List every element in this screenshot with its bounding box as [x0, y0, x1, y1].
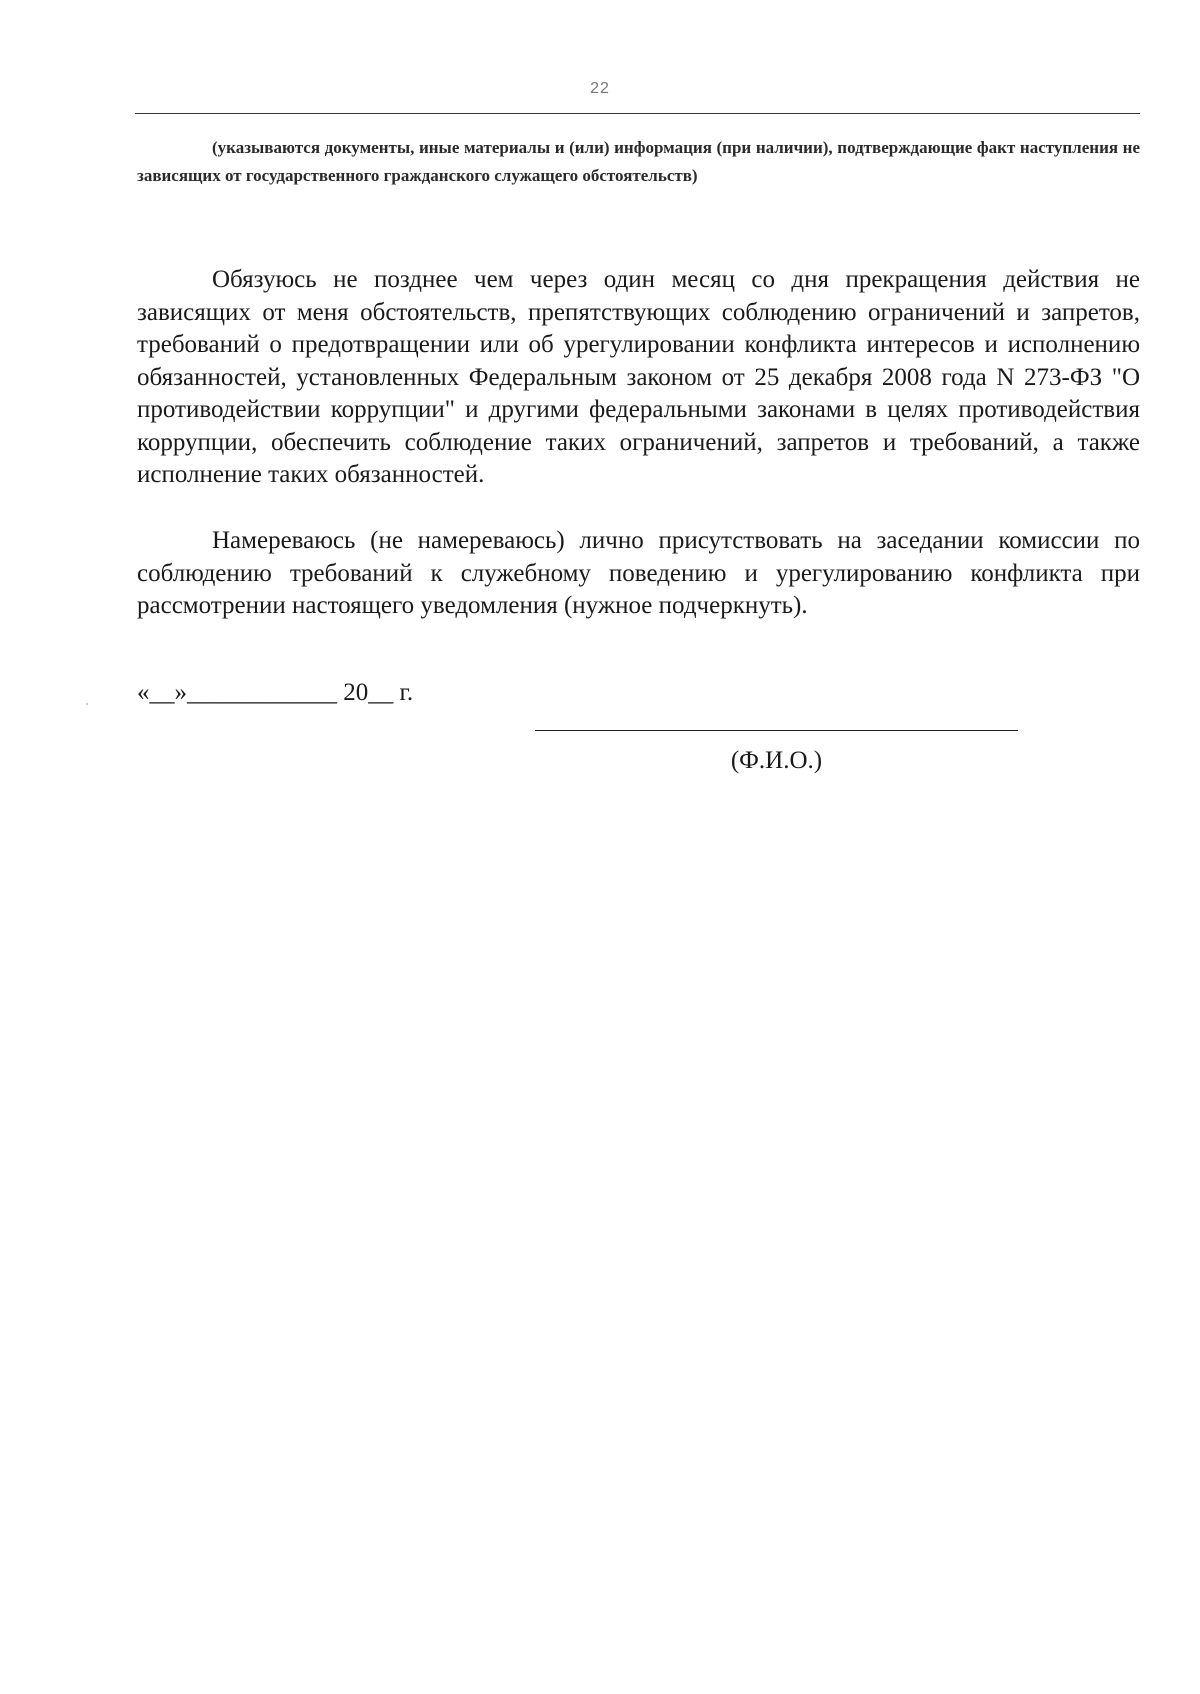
scan-speck — [86, 703, 88, 705]
caption-underline — [135, 113, 1140, 114]
page-number: 22 — [590, 80, 610, 97]
signature-name-caption: (Ф.И.О.) — [730, 747, 823, 774]
signature-line — [535, 730, 1018, 731]
date-field: «__»____________ 20__ г. — [137, 679, 414, 706]
attendance-paragraph: Намереваюсь (не намереваюсь) лично присутствовать на заседании комиссии по соблюдению требований к служебному поведению и урегулированию конфликта при рассмотрении настоящего уведомления (нужное подчеркнуть). — [137, 527, 1140, 619]
obligation-paragraph: Обязуюсь не позднее чем через один месяц со дня прекращения действия не зависящих от меня обстоятельств, препятствующих соблюдению ограничений и запретов, требований о предотвращении или об урегулировании конфликта интересов и исполнению обязанностей, установленных Федеральным законом от 25 декабря 2008 года N 273-ФЗ "О противодействии коррупции" и другими федеральными законами в целях противодействия коррупции, обеспечить соблюдение таких ограничений, запретов и требований, а также исполнение таких обязанностей. — [137, 266, 1140, 488]
caption-note: (указываются документы, иные материалы и (или) информация (при наличии), подтверждающие факт наступления не зависящих от государственного гражданского служащего обстоятельств) — [137, 138, 1140, 185]
